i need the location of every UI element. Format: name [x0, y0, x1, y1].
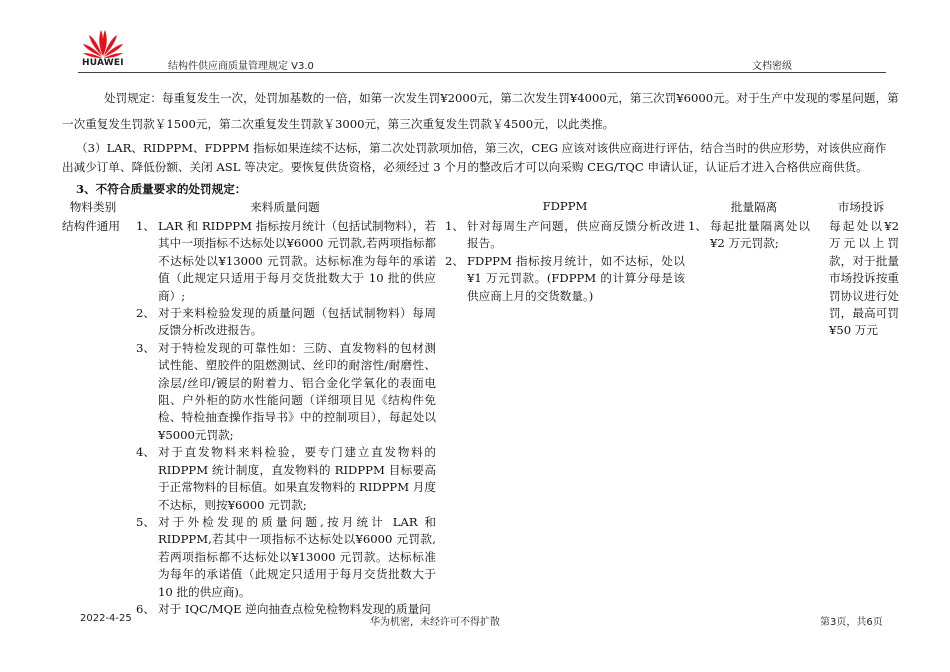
- brand-name: HUAWEI: [82, 58, 124, 68]
- list-item: 1、 LAR 和 RIDPPM 指标按月统计（包括试制物料），若其中一项指标不达标处以¥6000 元罚款,若两项指标都不达标处以¥13000 元罚款。达标标准为每年的承诺值（此规定只适用于每月交货批数大于 10 批的供应商）;: [136, 219, 436, 303]
- header-market-complaint: 市场投诉: [837, 200, 885, 214]
- list-item: 2、 FDPPM 指标按月统计，如不达标，处以¥1 万元罚款。(FDPPM 的计算分母是该供应商上月的交货数量。): [445, 253, 685, 303]
- list-item: 3、 对于特检发现的可靠性如：三防、直发物料的包材测试性能、塑胶件的阻燃测试、丝印的耐溶性/耐磨性、涂层/丝印/镀层的附着力、铝合金化学氧化的表面电阻、户外柜的防水性能问题（详细项目见《结构件免检、特检抽查操作指导书》中的控制项目），每起处以¥5000元罚款;: [136, 340, 436, 442]
- section-heading: 3、不符合质量要求的处罚规定：: [76, 182, 247, 196]
- list-item: 5、 对于外检发现的质量问题,按月统计 LAR 和 RIDPPM,若其中一项指标不达标处以¥6000 元罚款,若两项指标都不达标处以¥13000 元罚款。达标标准为每年的承诺值（此规定只适用于每月交货批数大于 10 批的供应商)。: [136, 514, 436, 599]
- penalty-rule-line-1: 处罚规定：每重复发生一次，处罚加基数的一倍，如第一次发生罚¥2000元，第二次发生罚¥4000元，第三次罚¥6000元。对于生产中发现的零星问题，第: [104, 91, 899, 105]
- header-material-category: 物料类别: [69, 200, 117, 214]
- footer-page-number: 第3页，共6页: [820, 617, 883, 628]
- footer-date: 2022-4-25: [80, 613, 132, 624]
- document-secrecy-level: 文档密级: [752, 61, 792, 72]
- header-divider: [78, 72, 886, 73]
- list-item: 1、 针对每周生产问题，供应商反馈分析改进报告。: [445, 219, 685, 251]
- list-item: 1、 每起批量隔离处以¥2 万元罚款;: [688, 219, 810, 251]
- market-complaint-cell: 每起处以¥2 万元以上罚款，对于批量市场投诉按重罚协议进行处罚，最高可罚¥50 万元: [829, 219, 899, 338]
- item-3-line-1: （3）LAR、RIDPPM、FDPPM 指标如果连续不达标，第二次处罚款项加倍，第三次，CEG 应该对该供应商进行评估，结合当时的供应形势，对该供应商作: [76, 141, 887, 155]
- category-cell: 结构件通用: [62, 219, 120, 233]
- batch-isolation-column: [688, 218, 810, 253]
- list-item: 6、 对于 IQC/MQE 逆向抽查点检免检物料发现的质量问: [136, 601, 431, 616]
- item-3-line-2: 出减少订单、降低份额、关闭 ASL 等决定。要恢复供货资格，必须经过 3 个月的整改后才可以向采购 CEG/TQC 申请认证，认证后才进入合格供应商供货。: [62, 160, 868, 174]
- document-title: 结构件供应商质量管理规定 V3.0: [168, 61, 314, 72]
- fdppm-column: [445, 218, 685, 305]
- header-batch-isolation: 批量隔离: [730, 200, 778, 214]
- incoming-quality-column: [136, 218, 436, 618]
- penalty-rule-line-2: 一次重复发生罚款￥1500元，第二次重复发生罚款￥3000元，第三次重复发生罚款￥4500元，以此类推。: [62, 117, 615, 131]
- header-incoming-quality: 来料质量问题: [250, 200, 320, 214]
- header-fdppm: FDPPM: [542, 199, 588, 213]
- list-item: 4、 对于直发物料来料检验，要专门建立直发物料的 RIDPPM 统计制度，直发物料的 RIDPPM 目标要高于正常物料的目标值。如果直发物料的 RIDPPM 月度不达标，则按¥6000 元罚款;: [136, 445, 436, 512]
- list-item: 2、 对于来料检验发现的质量问题（包括试制物料）每周反馈分析改进报告。: [136, 306, 436, 338]
- footer-confidential: 华为机密，未经许可不得扩散: [370, 617, 500, 628]
